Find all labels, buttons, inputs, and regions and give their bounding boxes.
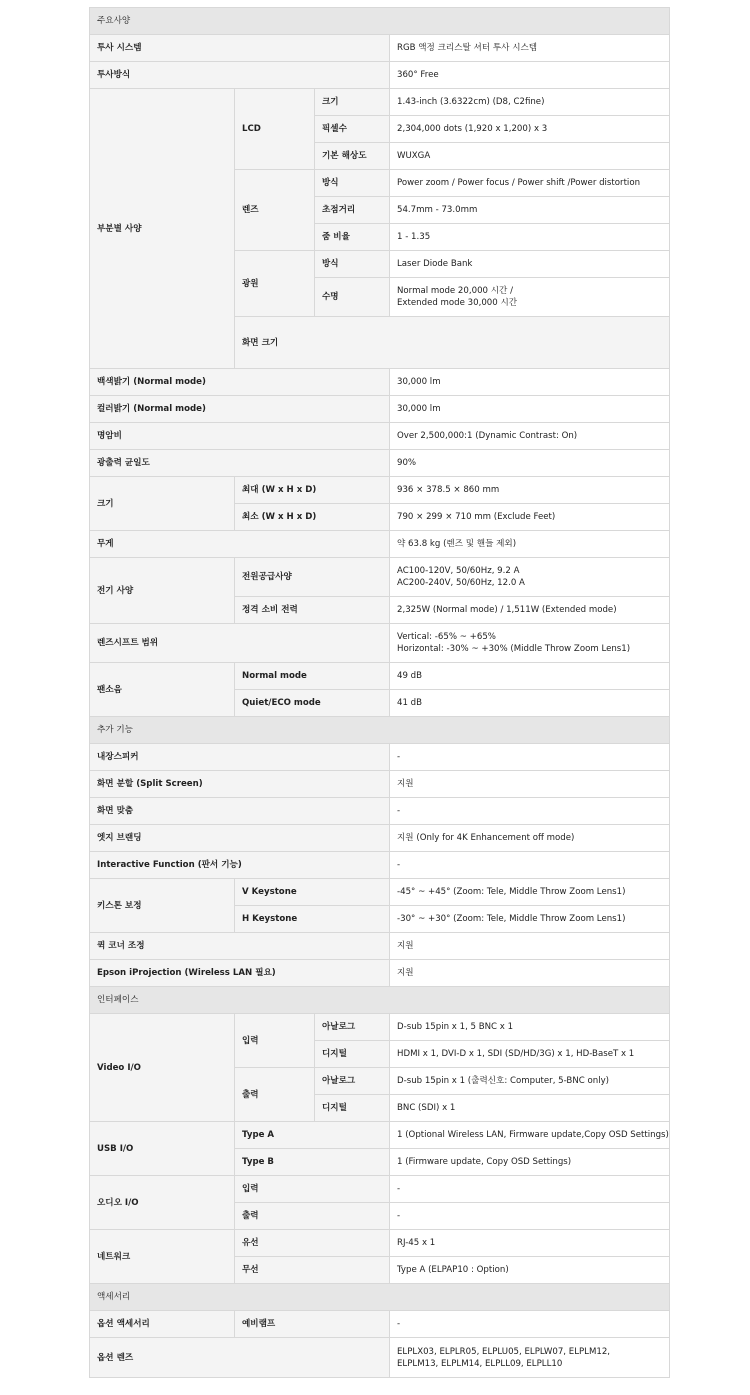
spec-value: 지원	[390, 771, 670, 798]
spec-row-screen-fit	[90, 798, 670, 825]
spec-value: RGB 액정 크리스탈 셔터 투사 시스템	[390, 35, 670, 62]
spec-label: Epson iProjection (Wireless LAN 필요)	[90, 960, 390, 987]
spec-label: 화면 맞춤	[90, 798, 390, 825]
spec-label: 아날로그	[315, 1068, 390, 1095]
spec-value: D-sub 15pin x 1, 5 BNC x 1	[390, 1014, 670, 1041]
spec-value: 지원	[390, 933, 670, 960]
spec-row-v-keystone	[90, 879, 670, 906]
spec-value: -45° ~ +45° (Zoom: Tele, Middle Throw Zoom Lens1)	[390, 879, 670, 906]
section-header-main	[90, 8, 670, 35]
spec-value: 1 (Optional Wireless LAN, Firmware update,Copy OSD Settings)	[390, 1122, 670, 1149]
spec-row-optional-lens	[90, 1338, 670, 1378]
spec-label: Interactive Function (판서 기능)	[90, 852, 390, 879]
spec-value	[390, 278, 670, 317]
spec-row-weight	[90, 531, 670, 558]
spec-value: 1 (Firmware update, Copy OSD Settings)	[390, 1149, 670, 1176]
spec-value	[390, 558, 670, 597]
spec-value: 790 × 299 × 710 mm (Exclude Feet)	[390, 504, 670, 531]
spec-subgroup-label: 광원	[235, 251, 315, 317]
spec-subgroup-label: 렌즈	[235, 170, 315, 251]
spec-value: WUXGA	[390, 143, 670, 170]
spec-label: 출력	[235, 1203, 390, 1230]
spec-row-iprojection	[90, 960, 670, 987]
spec-row-projection-system	[90, 35, 670, 62]
spec-label: H Keystone	[235, 906, 390, 933]
spec-label: 광출력 균일도	[90, 450, 390, 477]
spec-value: Type A (ELPAP10 : Option)	[390, 1257, 670, 1284]
section-header-extra	[90, 717, 670, 744]
spec-group-label: 오디오 I/O	[90, 1176, 235, 1230]
spec-subgroup-label: 출력	[235, 1068, 315, 1122]
spec-label: 기본 해상도	[315, 143, 390, 170]
spec-row-speaker	[90, 744, 670, 771]
spec-label: 무게	[90, 531, 390, 558]
spec-group-label: USB I/O	[90, 1122, 235, 1176]
spec-group-label: 키스톤 보정	[90, 879, 235, 933]
spec-row-lcd-size	[90, 89, 670, 116]
spec-value: Laser Diode Bank	[390, 251, 670, 278]
spec-value: 2,304,000 dots (1,920 x 1,200) x 3	[390, 116, 670, 143]
spec-label: 입력	[235, 1176, 390, 1203]
spec-label: 크기	[315, 89, 390, 116]
spec-label: Type B	[235, 1149, 390, 1176]
spec-value: 지원 (Only for 4K Enhancement off mode)	[390, 825, 670, 852]
spec-value: 1 - 1.35	[390, 224, 670, 251]
spec-label: 유선	[235, 1230, 390, 1257]
value-line: Normal mode 20,000 시간 /	[397, 286, 513, 296]
spec-label: Normal mode	[235, 663, 390, 690]
spec-row-white-brightness	[90, 369, 670, 396]
spec-group-label: 부분별 사양	[90, 89, 235, 369]
spec-value: D-sub 15pin x 1 (출력신호: Computer, 5-BNC only)	[390, 1068, 670, 1095]
spec-value: 2,325W (Normal mode) / 1,511W (Extended mode)	[390, 597, 670, 624]
spec-value: 54.7mm - 73.0mm	[390, 197, 670, 224]
spec-group-label: 전기 사양	[90, 558, 235, 624]
spec-label: 아날로그	[315, 1014, 390, 1041]
spec-value: HDMI x 1, DVI-D x 1, SDI (SD/HD/3G) x 1, HD-BaseT x 1	[390, 1041, 670, 1068]
spec-value: -30° ~ +30° (Zoom: Tele, Middle Throw Zoom Lens1)	[390, 906, 670, 933]
spec-label: 엣지 브랜딩	[90, 825, 390, 852]
section-header-interface	[90, 987, 670, 1014]
spec-label: 전원공급사양	[235, 558, 390, 597]
spec-label: 옵션 액세서리	[90, 1311, 235, 1338]
spec-label: 디지털	[315, 1095, 390, 1122]
spec-label: 방식	[315, 170, 390, 197]
spec-value: 360° Free	[390, 62, 670, 89]
spec-label: 퀵 코너 조정	[90, 933, 390, 960]
spec-row-dimension-max	[90, 477, 670, 504]
spec-row-color-brightness	[90, 396, 670, 423]
section-header-accessory	[90, 1284, 670, 1311]
spec-value: -	[390, 1311, 670, 1338]
spec-label: Quiet/ECO mode	[235, 690, 390, 717]
spec-row-optional-accessory	[90, 1311, 670, 1338]
spec-value: -	[390, 798, 670, 825]
value-line: AC100-120V, 50/60Hz, 9.2 A	[397, 566, 520, 576]
spec-sub-label: 예비램프	[235, 1311, 390, 1338]
spec-value: 90%	[390, 450, 670, 477]
spec-label: 최소 (W x H x D)	[235, 504, 390, 531]
spec-row-uniformity	[90, 450, 670, 477]
value-line: ELPLX03, ELPLR05, ELPLU05, ELPLW07, ELPLM12,	[397, 1346, 611, 1357]
spec-value: -	[390, 1203, 670, 1230]
spec-subgroup-label: LCD	[235, 89, 315, 170]
spec-value	[390, 1338, 670, 1378]
spec-value: 936 × 378.5 × 860 mm	[390, 477, 670, 504]
spec-row-contrast	[90, 423, 670, 450]
spec-label: 백색밝기 (Normal mode)	[90, 369, 390, 396]
spec-row-power-supply	[90, 558, 670, 597]
spec-label: Type A	[235, 1122, 390, 1149]
spec-label: V Keystone	[235, 879, 390, 906]
spec-value: -	[390, 852, 670, 879]
spec-subgroup-label: 입력	[235, 1014, 315, 1068]
value-line: ELPLM13, ELPLM14, ELPLL09, ELPLL10	[397, 1358, 563, 1369]
spec-label: 렌즈시프트 범위	[90, 624, 390, 663]
spec-label: 화면 크기	[235, 317, 670, 369]
spec-group-label: 네트워크	[90, 1230, 235, 1284]
spec-label: 최대 (W x H x D)	[235, 477, 390, 504]
spec-value	[390, 624, 670, 663]
spec-label: 수명	[315, 278, 390, 317]
spec-row-quick-corner	[90, 933, 670, 960]
value-line: Extended mode 30,000 시간	[397, 298, 518, 308]
spec-label: 정격 소비 전력	[235, 597, 390, 624]
spec-group-label: 팬소음	[90, 663, 235, 717]
spec-value: 1.43-inch (3.6322cm) (D8, C2fine)	[390, 89, 670, 116]
section-title: 주요사양	[90, 8, 670, 35]
spec-label: 명암비	[90, 423, 390, 450]
spec-row-fan-normal	[90, 663, 670, 690]
spec-row-split-screen	[90, 771, 670, 798]
spec-label: 초점거리	[315, 197, 390, 224]
value-line: Vertical: -65% ~ +65%	[397, 632, 496, 642]
section-title: 액세서리	[90, 1284, 670, 1311]
spec-value: -	[390, 1176, 670, 1203]
spec-group-label: 크기	[90, 477, 235, 531]
spec-value: BNC (SDI) x 1	[390, 1095, 670, 1122]
spec-value: 49 dB	[390, 663, 670, 690]
spec-value: 30,000 lm	[390, 396, 670, 423]
spec-value: RJ-45 x 1	[390, 1230, 670, 1257]
spec-row-usb-a	[90, 1122, 670, 1149]
section-title: 인터페이스	[90, 987, 670, 1014]
spec-label: 무선	[235, 1257, 390, 1284]
spec-row-lens-shift	[90, 624, 670, 663]
spec-value: -	[390, 744, 670, 771]
value-line: Horizontal: -30% ~ +30% (Middle Throw Zoom Lens1)	[397, 644, 631, 654]
section-title: 추가 기능	[90, 717, 670, 744]
spec-label: 컬러밝기 (Normal mode)	[90, 396, 390, 423]
spec-value: 약 63.8 kg (렌즈 및 핸들 제외)	[390, 531, 670, 558]
spec-label: 투사 시스템	[90, 35, 390, 62]
spec-label: 줌 비율	[315, 224, 390, 251]
spec-row-interactive	[90, 852, 670, 879]
spec-label: 화면 분할 (Split Screen)	[90, 771, 390, 798]
spec-row-audio-input	[90, 1176, 670, 1203]
spec-value: 지원	[390, 960, 670, 987]
spec-value: Over 2,500,000:1 (Dynamic Contrast: On)	[390, 423, 670, 450]
value-line: AC200-240V, 50/60Hz, 12.0 A	[397, 578, 525, 588]
spec-row-projection-method	[90, 62, 670, 89]
spec-group-label: Video I/O	[90, 1014, 235, 1122]
spec-label: 내장스피커	[90, 744, 390, 771]
spec-value: 41 dB	[390, 690, 670, 717]
spec-row-video-input-analog	[90, 1014, 670, 1041]
spec-row-edge-blending	[90, 825, 670, 852]
spec-label: 방식	[315, 251, 390, 278]
spec-row-network-wired	[90, 1230, 670, 1257]
spec-label: 디지털	[315, 1041, 390, 1068]
spec-value: 30,000 lm	[390, 369, 670, 396]
spec-label: 투사방식	[90, 62, 390, 89]
spec-label: 픽셀수	[315, 116, 390, 143]
spec-value: Power zoom / Power focus / Power shift /Power distortion	[390, 170, 670, 197]
spec-label: 옵션 렌즈	[90, 1338, 390, 1378]
spec-table	[89, 7, 670, 1378]
